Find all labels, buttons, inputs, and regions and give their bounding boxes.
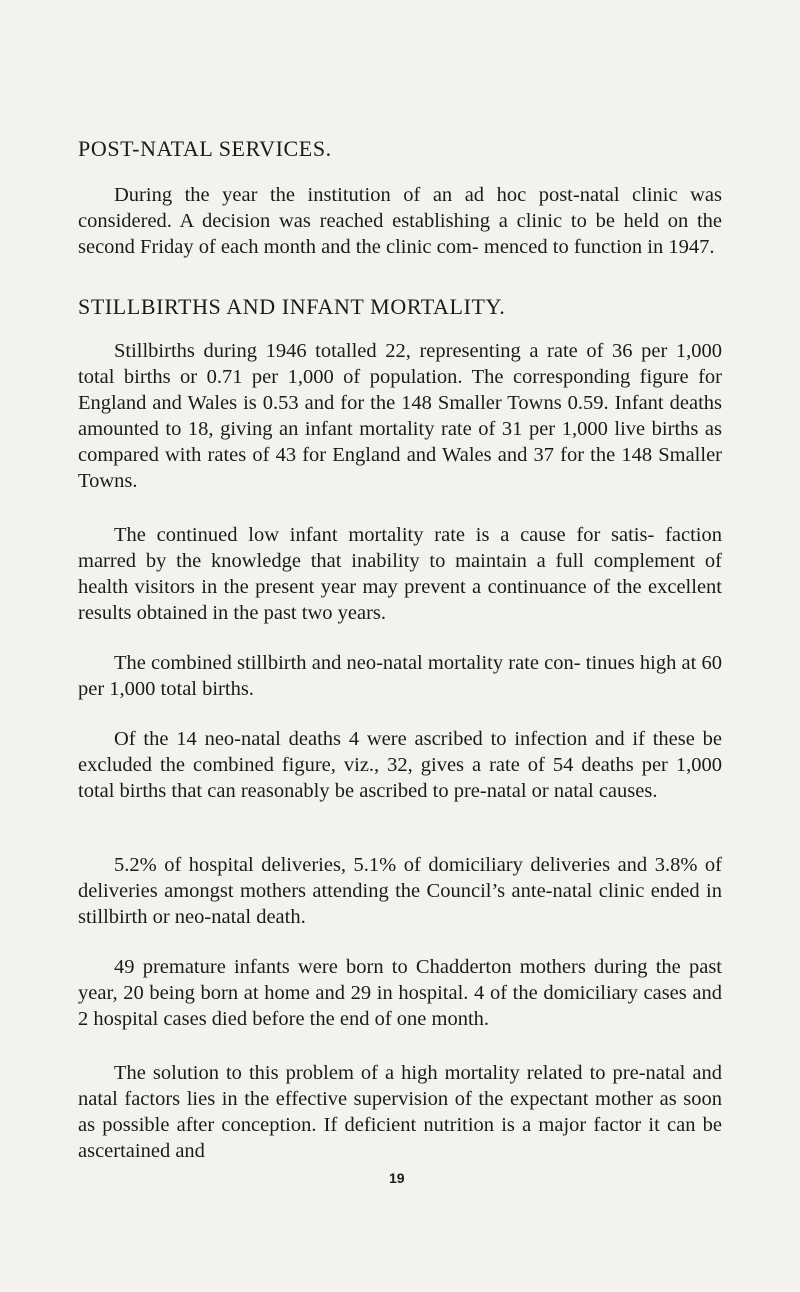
section-heading-post-natal: POST-NATAL SERVICES. xyxy=(78,136,332,161)
section-heading-stillbirths: STILLBIRTHS AND INFANT MORTALITY. xyxy=(78,294,506,319)
paragraph-post-natal-clinic: During the year the institution of an ad hoc post-natal clinic was considered. A decision was reached establishing a clinic to be held on the second Friday of each month and the clinic com- menced to function in 1947. xyxy=(78,184,722,258)
paragraph-neo-natal-deaths: Of the 14 neo-natal deaths 4 were ascribed to infection and if these be excluded the combined figure, viz., 32, gives a rate of 54 deaths per 1,000 total births that can reasonably be ascribed to pre-natal or natal causes. xyxy=(78,728,722,802)
paragraph-solution: The solution to this problem of a high mortality related to pre-natal and natal factors lies in the effective supervision of the expectant mother as soon as possible after conception. If deficient nutrition is a major factor it can be ascertained and xyxy=(78,1062,722,1162)
paragraph-delivery-percentages: 5.2% of hospital deliveries, 5.1% of domiciliary deliveries and 3.8% of deliveries amongst mothers attending the Council’s ante-natal clinic ended in stillbirth or neo-natal death. xyxy=(78,854,722,928)
page-number: 19 xyxy=(389,1170,405,1186)
paragraph-combined-rate: The combined stillbirth and neo-natal mortality rate con- tinues high at 60 per 1,000 total births. xyxy=(78,652,722,700)
paragraph-stillbirth-rates: Stillbirths during 1946 totalled 22, representing a rate of 36 per 1,000 total births or 0.71 per 1,000 of population. The corresponding figure for England and Wales is 0.53 and for the 148 Smaller Towns 0.59. Infant deaths amounted to 18, giving an infant mortality rate of 31 per 1,000 live births as compared with rates of 43 for England and Wales and 37 for the 148 Smaller Towns. xyxy=(78,340,722,492)
paragraph-premature-infants: 49 premature infants were born to Chadderton mothers during the past year, 20 being born at home and 29 in hospital. 4 of the domiciliary cases and 2 hospital cases died before the end of one month. xyxy=(78,956,722,1030)
paragraph-low-infant-mortality: The continued low infant mortality rate is a cause for satis- faction marred by the knowledge that inability to maintain a full complement of health visitors in the present year may prevent a continuance of the excellent results obtained in the past two years. xyxy=(78,524,722,624)
